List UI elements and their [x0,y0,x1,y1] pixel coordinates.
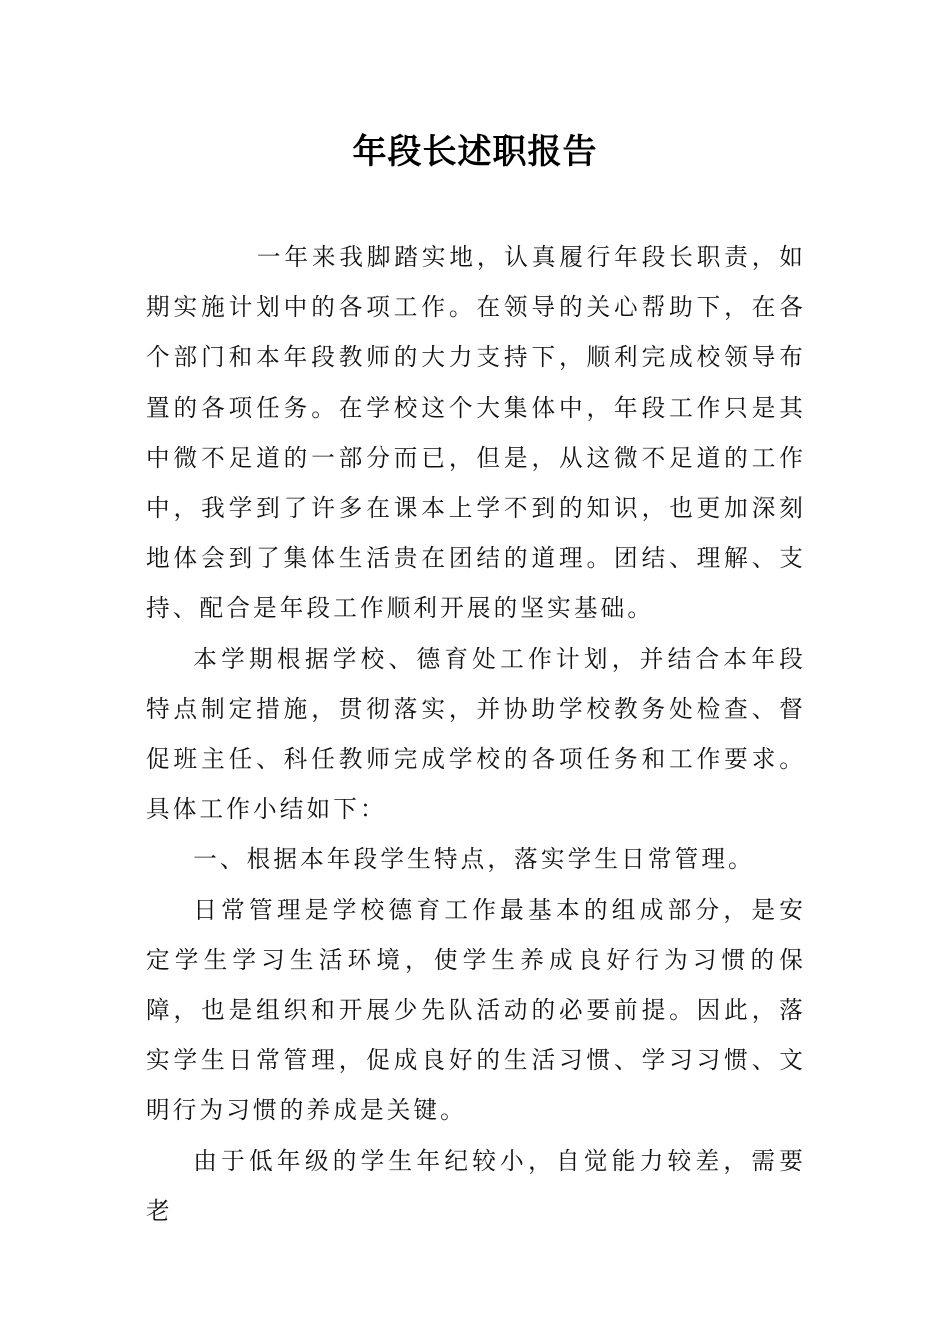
document-body [146,232,806,1236]
section-heading: 一、根据本年段学生特点，落实学生日常管理。 [193,845,755,874]
paragraph: 一年来我脚踏实地，认真履行年段长职责，如期实施计划中的各项工作。在领导的关心帮助下，在各个部门和本年段教师的大力支持下，顺利完成校领导布置的各项任务。在学校这个大集体中，年段工作只是其中微不足道的一部分而已，但是，从这微不足道的工作中，我学到了许多在课本上学不到的知识，也更加深刻地体会到了集体生活贵在团结的道理。团结、理解、支持、配合是年段工作顺利开展的坚实基础。 [146,243,806,623]
paragraph: 由于低年级的学生年纪较小，自觉能力较差，需要老 [146,1146,806,1225]
document-title: 年段长述职报告 [352,132,598,172]
paragraph: 日常管理是学校德育工作最基本的组成部分，是安定学生学习生活环境，使学生养成良好行为习惯的保障，也是组织和开展少先队活动的必要前提。因此，落实学生日常管理，促成良好的生活习惯、学习习惯、文明行为习惯的养成是关键。 [146,895,806,1125]
paragraph: 本学期根据学校、德育处工作计划，并结合本年段特点制定措施，贯彻落实，并协助学校教务处检查、督促班主任、科任教师完成学校的各项任务和工作要求。具体工作小结如下： [146,644,806,824]
